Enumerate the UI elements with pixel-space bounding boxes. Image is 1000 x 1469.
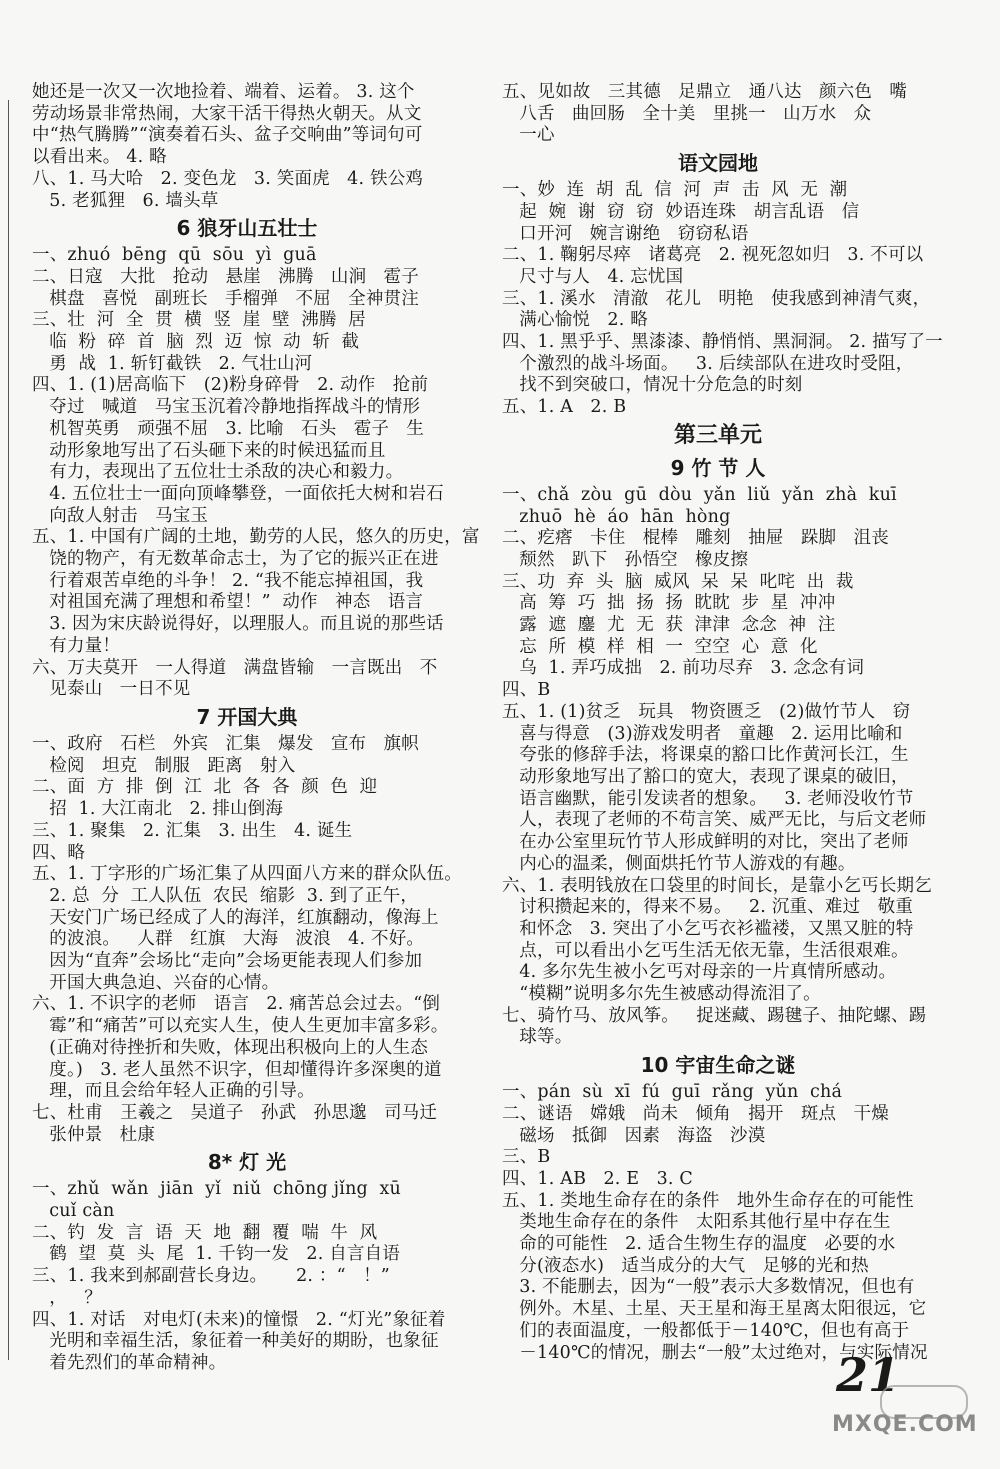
right-column xyxy=(502,82,943,1364)
answer-line: 颓然 趴下 孙悟空 橡皮擦 xyxy=(502,549,749,570)
answer-line: 饶的物产，有无数革命志士，为了它的振兴正在进 xyxy=(32,549,439,570)
answer-line: 以看出来。 4. 略 xyxy=(32,147,167,168)
answer-line: cuǐ càn xyxy=(32,1201,115,1222)
answer-line: 三、B xyxy=(502,1147,551,1168)
answer-line: 临 粉 碎 首 脑 烈 迈 惊 动 斩 截 xyxy=(32,332,360,353)
answer-line: 二、面 方 排 倒 江 北 各 各 颜 色 迎 xyxy=(32,777,378,798)
answer-line: 一心 xyxy=(502,125,555,146)
answer-line: 五、1. 丁字形的广场汇集了从四面八方来的群众队伍。 xyxy=(32,864,462,885)
answer-line: 起 婉 谢 窃 窃 妙语连珠 胡言乱语 信 xyxy=(502,201,860,222)
answer-line: 六、1. 表明钱放在口袋里的时间长，是靠小乞丐长期乞 xyxy=(502,875,932,896)
answer-line: 向敌人射击 马宝玉 xyxy=(32,505,209,526)
answer-line: 五、见如故 三其德 足鼎立 通八达 颜六色 嘴 xyxy=(502,82,908,102)
answer-line: 三、1. 聚集 2. 汇集 3. 出生 4. 诞生 xyxy=(32,820,353,841)
answer-line: 一、政府 石栏 外宾 汇集 爆发 宣布 旗帜 xyxy=(32,733,419,754)
answer-line: 5. 老狐狸 6. 墙头草 xyxy=(32,190,219,211)
answer-line: 找不到突破口，情况十分危急的时刻 xyxy=(502,375,803,396)
answer-line: 四、1. AB 2. E 3. C xyxy=(502,1168,694,1189)
answer-line: 3. 不能删去，因为“一般”表示大多数情况，但也有 xyxy=(502,1277,915,1298)
answer-line: 2. 总 分 工人队伍 农民 缩影 3. 到了正午， xyxy=(32,885,419,906)
answer-line: 四、1. (1)居高临下 (2)粉身碎骨 2. 动作 抢前 xyxy=(32,375,429,396)
answer-line: 因为“直奔”会场比“走向”会场更能表现人们参加 xyxy=(32,951,423,972)
answer-line: －140℃的情况，删去“一般”太过绝对，与实际情况 xyxy=(502,1342,928,1363)
answer-line: 对祖国充满了理想和希望！” 动作 神态 语言 xyxy=(32,592,424,613)
answer-line: 喜与得意 (3)游戏发明者 童趣 2. 运用比喻和 xyxy=(502,723,903,744)
answer-line: 理，而且会给年轻人正确的引导。 xyxy=(32,1081,315,1102)
answer-line: 乌 1. 弄巧成拙 2. 前功尽弃 3. 念念有词 xyxy=(502,658,865,679)
answer-line: 一、妙 连 胡 乱 信 河 声 击 风 无 潮 xyxy=(502,180,848,201)
answer-line: 四、略 xyxy=(32,842,86,863)
answer-line: 们的表面温度，一般都低于－140℃，但也有高于 xyxy=(502,1320,910,1341)
answer-line: 度。) 3. 老人虽然不识字，但却懂得许多深奥的道 xyxy=(32,1059,442,1080)
answer-line: 招 1. 大江南北 2. 排山倒海 xyxy=(32,799,284,820)
answer-line: 分(液态水) 适当成分的大气 足够的光和热 xyxy=(502,1255,869,1276)
answer-line: 讨积攒起来的，得来不易。 2. 沉重、难过 敬重 xyxy=(502,897,914,918)
answer-line: 一、zhuó bēng qū sōu yì guā xyxy=(32,245,317,266)
answer-line: 尺寸与人 4. 忘忧国 xyxy=(502,266,684,287)
section-heading: 8* 灯 光 xyxy=(207,1150,287,1175)
answer-line: 口开河 婉言谢绝 窃窃私语 xyxy=(502,223,749,244)
answer-line: “模糊”说明多尔先生被感动得流泪了。 xyxy=(502,984,821,1005)
answer-line: 六、1. 不识字的老师 语言 2. 痛苦总会过去。“倒 xyxy=(32,994,441,1015)
answer-line: 二、钓 发 言 语 天 地 翻 覆 喘 牛 风 xyxy=(32,1222,378,1243)
answer-line: 五、1. A 2. B xyxy=(502,397,627,418)
answer-line: 一、pán sù xī fú guī rǎng yǔn chá xyxy=(502,1082,843,1103)
answer-line: 三、1. 溪水 清澈 花儿 明艳 使我感到神清气爽， xyxy=(502,288,931,309)
answer-line: 的波浪。 人群 红旗 大海 波浪 4. 不好。 xyxy=(32,929,425,950)
answer-line: 动形象地写出了石头砸下来的时候迅猛而且 xyxy=(32,440,386,461)
watermark-text: MXQE.COM xyxy=(832,1412,978,1437)
answer-line: 五、1. (1)贫乏 玩具 物资匮乏 (2)做竹节人 窃 xyxy=(502,701,911,722)
answer-line: 球等。 xyxy=(502,1027,573,1048)
answer-line: zhuō hè áo hān hòng xyxy=(502,506,731,527)
answer-line: 个激烈的战斗场面。 3. 后续部队在进攻时受阻， xyxy=(502,353,914,374)
answer-line: 三、功 弃 头 脑 威风 呆 呆 叱咤 出 裁 xyxy=(502,571,854,592)
answer-line: 中“热气腾腾”“演奏着石头、盆子交响曲”等词句可 xyxy=(32,125,423,146)
answer-line: 命的可能性 2. 适合生物生存的温度 必要的水 xyxy=(502,1234,896,1255)
answer-line: 鹤 望 莫 头 尾 1. 千钧一发 2. 自言自语 xyxy=(32,1244,401,1265)
answer-line: 天安门广场已经成了人的海洋，红旗翻动，像海上 xyxy=(32,907,439,928)
unit-heading: 第三单元 xyxy=(673,422,762,448)
answer-line: 机智英勇 顽强不屈 3. 比喻 石头 雹子 生 xyxy=(32,418,425,439)
answer-line: 一、chǎ zòu gū dòu yǎn liǔ yǎn zhà kuī xyxy=(502,484,897,505)
answer-line: 行着艰苦卓绝的斗争！ 2. “我不能忘掉祖国，我 xyxy=(32,570,424,591)
answer-line: 忘 所 模 样 相 一 空空 心 意 化 xyxy=(502,636,818,657)
answer-line: 四、1. 对话 对电灯(未来)的憧憬 2. “灯光”象征着 xyxy=(32,1309,446,1330)
answer-line: 有力量！ xyxy=(32,635,121,656)
answer-line: 4. 五位壮士一面向顶峰攀登，一面依托大树和岩石 xyxy=(32,483,444,504)
answer-line: 动形象地写出了豁口的宽大，表现了课桌的破旧， xyxy=(502,766,909,787)
answer-line: 磁场 抵御 因素 海盗 沙漠 xyxy=(502,1125,766,1146)
answer-line: 类地生命存在的条件 太阳系其他行星中存在生 xyxy=(502,1212,891,1233)
answer-line: 张仲景 杜康 xyxy=(32,1124,156,1145)
page-number: 21 xyxy=(836,1348,901,1402)
answer-line: 例外。木星、土星、天王星和海王星离太阳很远，它 xyxy=(502,1299,927,1320)
answer-line: 内心的温柔，侧面烘托竹节人游戏的有趣。 xyxy=(502,853,856,874)
section-heading: 10 宇宙生命之谜 xyxy=(640,1053,796,1078)
answer-line: 和怀念 3. 突出了小乞丐衣衫褴褛，又黑又脏的特 xyxy=(502,918,914,939)
answer-line: 五、1. 类地生命存在的条件 地外生命存在的可能性 xyxy=(502,1190,914,1211)
answer-line: 勇 战 1. 斩钉截铁 2. 气壮山河 xyxy=(32,353,313,374)
answer-line: 七、骑竹马、放风筝。 捉迷藏、踢毽子、抽陀螺、踢 xyxy=(502,1005,927,1026)
answer-line: 开国大典急迫、兴奋的心情。 xyxy=(32,972,280,993)
answer-line: 点，可以看出小乞丐生活无依无靠，生活很艰难。 xyxy=(502,940,909,961)
answer-line: 夸张的修辞手法，将课桌的豁口比作黄河长江，生 xyxy=(502,745,909,766)
answer-line: 光明和幸福生活，象征着一种美好的期盼，也象征 xyxy=(32,1331,439,1352)
section-heading: 语文园地 xyxy=(678,151,758,176)
answer-line: 四、B xyxy=(502,680,551,701)
answer-line: 二、1. 鞠躬尽瘁 诸葛亮 2. 视死忽如归 3. 不可以 xyxy=(502,245,924,266)
answer-line: 三、1. 我来到郝副营长身边。 2. ：“ ！” xyxy=(32,1266,390,1287)
answer-line: 3. 因为宋庆龄说得好，以理服人。而且说的那些话 xyxy=(32,614,444,635)
section-heading: 9 竹 节 人 xyxy=(670,455,766,480)
answer-line: 霉”和“痛苦”可以充实人生，使人生更加丰富多彩。 xyxy=(32,1016,449,1037)
answer-line: 4. 多尔先生被小乞丐对母亲的一片真情所感动。 xyxy=(502,962,897,983)
answer-line: 八、1. 马大哈 2. 变色龙 3. 笑面虎 4. 铁公鸡 xyxy=(32,168,424,189)
answer-line: 着先烈们的革命精神。 xyxy=(32,1352,227,1373)
answer-line: 满心愉悦 2. 略 xyxy=(502,310,648,331)
section-heading: 6 狼牙山五壮士 xyxy=(176,216,318,241)
answer-line: (正确对待挫折和失败，体现出积极向上的人生态 xyxy=(32,1037,429,1058)
answer-line: 一、zhǔ wǎn jiān yǐ niǔ chōng jǐng xū xyxy=(32,1179,402,1200)
answer-line: 五、1. 中国有广阔的土地，勤劳的人民，悠久的历史，富 xyxy=(32,527,480,548)
answer-line: 八舌 曲回肠 全十美 里挑一 山万水 众 xyxy=(502,103,872,124)
answer-line: 夺过 喊道 马宝玉沉着冷静地指挥战斗的情形 xyxy=(32,397,421,418)
answer-line: 人，表现了老师的不苟言笑、威严无比，与后文老师 xyxy=(502,810,927,831)
answer-line: 劳动场景非常热闹，大家干活干得热火朝天。从文 xyxy=(32,103,422,124)
section-heading: 7 开国大典 xyxy=(196,704,298,729)
answer-line: 在办公室里玩竹节人形成鲜明的对比，突出了老师 xyxy=(502,832,909,853)
answer-line: 四、1. 黑乎乎、黑漆漆、静悄悄、黑洞洞。 2. 描写了一 xyxy=(502,332,943,353)
answer-line: 有力，表现出了五位壮士杀敌的决心和毅力。 xyxy=(32,462,404,483)
answer-line: 露 遮 鏖 尤 无 获 津津 念念 神 注 xyxy=(502,615,836,636)
answer-line: 语言幽默，能引发读者的想象。 3. 老师没收竹节 xyxy=(502,788,914,809)
answer-line: 三、壮 河 全 贯 横 竖 崖 壁 沸腾 居 xyxy=(32,310,366,331)
answer-line: 二、疙瘩 卡住 棍棒 雕刻 抽屉 跺脚 沮丧 xyxy=(502,528,889,549)
answer-line: 她还是一次又一次地捡着、端着、运着。 3. 这个 xyxy=(32,82,415,102)
answer-line: 高 筹 巧 拙 扬 扬 眈眈 步 星 冲冲 xyxy=(502,593,836,614)
answer-line: 二、日寇 大批 抢动 悬崖 沸腾 山涧 雹子 xyxy=(32,266,419,287)
answer-line: ， ？ xyxy=(32,1287,102,1308)
answer-line: 六、万夫莫开 一人得道 满盘皆输 一言既出 不 xyxy=(32,657,438,678)
answer-line: 二、谜语 嫦娥 尚未 倾角 揭开 斑点 干燥 xyxy=(502,1103,889,1124)
left-column xyxy=(32,82,480,1375)
answer-line: 棋盘 喜悦 副班长 手榴弹 不屈 全神贯注 xyxy=(32,288,419,309)
answer-line: 检阅 坦克 制服 距离 射入 xyxy=(32,755,296,776)
answer-line: 七、杜甫 王羲之 吴道子 孙武 孙思邈 司马迁 xyxy=(32,1102,438,1123)
column-rule xyxy=(8,100,9,1360)
answer-line: 见泰山 一日不见 xyxy=(32,679,191,700)
